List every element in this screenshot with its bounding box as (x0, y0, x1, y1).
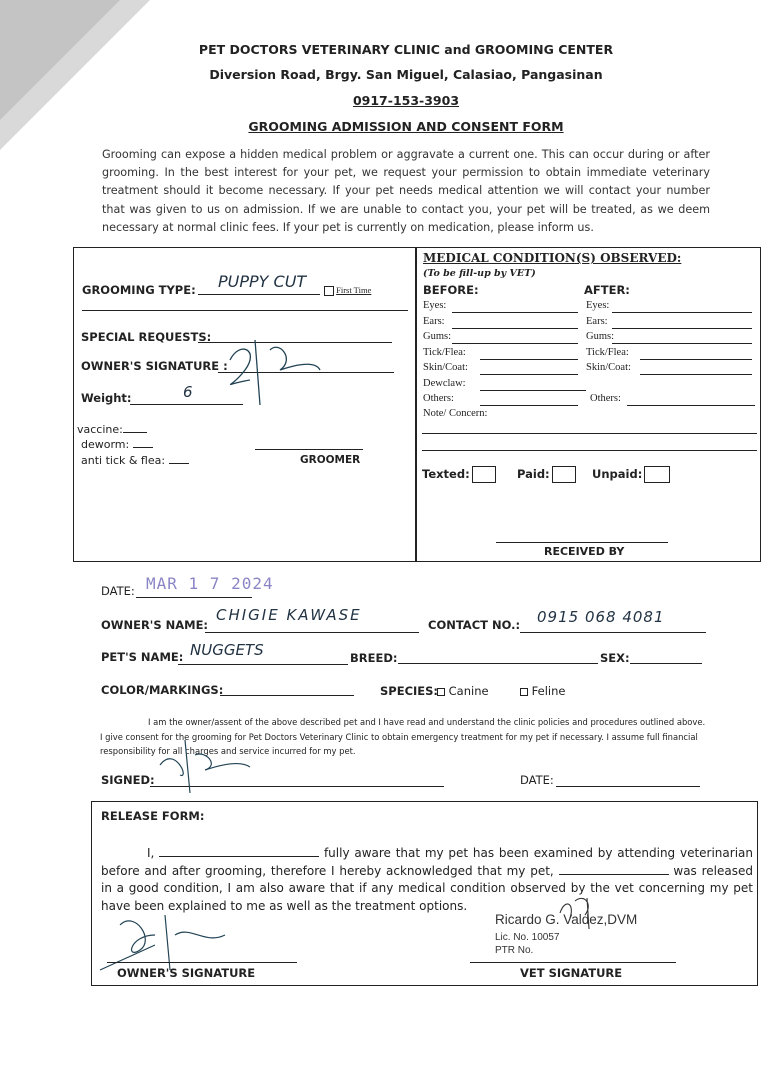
contact-value: 0915 068 4081 (537, 608, 665, 626)
after-row-field[interactable] (627, 393, 755, 406)
consent-date-field[interactable] (556, 772, 700, 787)
groomer-label: GROOMER (300, 454, 361, 466)
vet-sig-line (470, 962, 676, 963)
vaccine-row (77, 423, 147, 436)
grooming-type-value: PUPPY CUT (218, 272, 307, 291)
first-time-option[interactable] (324, 285, 371, 296)
owner-sig-label: OWNER'S SIGNATURE (117, 966, 256, 980)
before-row-label: Others: (423, 393, 454, 404)
after-label: AFTER: (584, 283, 630, 297)
species-label: SPECIES: (380, 684, 439, 698)
consent-signature-scribble (150, 735, 270, 795)
clinic-address: Diversion Road, Brgy. San Miguel, Calasiao, Pangasinan (209, 67, 603, 82)
before-row-field[interactable] (452, 300, 578, 313)
owner-signature-label: OWNER'S SIGNATURE : (81, 359, 228, 373)
before-row-field[interactable] (480, 378, 586, 391)
owner-sig-line (107, 962, 297, 963)
owner-name-label: OWNER'S NAME: (101, 618, 209, 632)
before-row-label: Tick/Flea: (423, 346, 466, 358)
after-row-label: Tick/Flea: (586, 346, 629, 358)
weight-label: Weight: (81, 391, 132, 405)
column-divider (415, 247, 417, 561)
canine-checkbox[interactable] (437, 688, 445, 696)
release-text-1: I, (147, 846, 155, 860)
deworm-label: deworm: (81, 438, 130, 451)
unpaid-option[interactable] (592, 466, 670, 483)
note-line-2 (422, 450, 757, 451)
after-row-field[interactable] (640, 347, 752, 360)
before-row-label: Ears: (423, 315, 445, 327)
clinic-name: PET DOCTORS VETERINARY CLINIC and GROOMING CENTER (198, 42, 614, 57)
medical-subtitle: (To be fill-up by VET) (423, 268, 536, 279)
after-row-field[interactable] (612, 316, 752, 329)
paid-checkbox[interactable] (552, 466, 576, 483)
antitick-field[interactable] (169, 463, 189, 464)
feline-checkbox[interactable] (520, 688, 528, 696)
canine-option[interactable] (437, 684, 489, 698)
before-label: BEFORE: (423, 283, 479, 297)
before-row-field[interactable] (480, 362, 578, 375)
before-row-field[interactable] (452, 316, 578, 329)
before-row-label: Eyes: (423, 300, 447, 311)
groomer-line (255, 449, 363, 450)
note-label: Note/ Concern: (423, 408, 488, 419)
release-text-2: fully aware that my pet has been examined by attending veterinarian before and after grooming, therefore I hereby acknowledged that my pet, (101, 846, 753, 878)
texted-checkbox[interactable] (472, 466, 496, 483)
color-field[interactable] (220, 682, 354, 696)
special-requests-label: SPECIAL REQUESTS: (81, 330, 212, 344)
contact-label: CONTACT NO.: (428, 618, 521, 632)
unpaid-label: Unpaid: (592, 467, 643, 481)
grooming-type-label: GROOMING TYPE: (82, 283, 196, 297)
paid-option[interactable] (517, 466, 576, 483)
deworm-field[interactable] (133, 447, 153, 448)
release-pet-field[interactable] (559, 874, 669, 875)
vet-ptr: PTR No. (495, 945, 534, 956)
after-row-label: Eyes: (586, 300, 610, 311)
release-signature-scribble (95, 905, 235, 975)
after-row-label: Others: (590, 393, 621, 404)
feline-label: Feline (531, 684, 566, 698)
signed-label: SIGNED: (101, 773, 155, 787)
after-row-label: Skin/Coat: (586, 362, 631, 373)
before-row-label: Gums: (423, 331, 452, 342)
weight-value: 6 (183, 383, 193, 401)
vaccine-field[interactable] (123, 432, 147, 433)
before-row-field[interactable] (452, 331, 578, 344)
release-title: RELEASE FORM: (101, 809, 205, 823)
intro-paragraph: Grooming can expose a hidden medical problem or aggravate a current one. This can occur during or after grooming. In the best interest for your pet, we request your permission to obtain immediate veterinary treatment should it become necessary. If your pet needs medical attention we will contact your number that was given to us on admission. If we are unable to contact you, your pet will be treated, as we deem necessary at normal clinic fees. If your pet is currently on medication, please inform us. (102, 148, 710, 234)
canine-label: Canine (448, 684, 489, 698)
color-label: COLOR/MARKINGS: (101, 683, 224, 697)
unpaid-checkbox[interactable] (644, 466, 670, 483)
before-row-label: Skin/Coat: (423, 362, 468, 373)
vet-signature-scribble (555, 893, 605, 933)
form-title: GROOMING ADMISSION AND CONSENT FORM (248, 119, 564, 134)
after-row-field[interactable] (612, 300, 752, 313)
first-time-checkbox[interactable] (324, 286, 334, 296)
sex-field[interactable] (630, 650, 702, 664)
first-time-label: First Time (336, 285, 372, 295)
vaccine-label: vaccine: (77, 423, 123, 436)
release-name-field[interactable] (159, 856, 319, 857)
texted-label: Texted: (422, 467, 470, 481)
clinic-phone: 0917-153-3903 (352, 93, 460, 108)
texted-option[interactable] (422, 466, 496, 483)
before-row-label: Dewclaw: (423, 377, 466, 389)
grooming-extra-line (82, 310, 408, 311)
before-row-field[interactable] (480, 347, 578, 360)
consent-date-label: DATE: (520, 773, 554, 787)
breed-field[interactable] (398, 650, 598, 664)
vet-sig-label: VET SIGNATURE (520, 966, 623, 980)
vet-license: Lic. No. 10057 (495, 932, 560, 943)
owner-name-value: CHIGIE KAWASE (216, 606, 362, 624)
note-line-1 (422, 433, 757, 434)
after-row-label: Ears: (586, 315, 608, 327)
after-row-field[interactable] (640, 362, 752, 375)
received-by-label: RECEIVED BY (544, 545, 625, 558)
release-text-3: was released in a good condition, I am also aware that if any medical condition observed by the vet concerning my pet have been explained to me as well as the treatment options. (101, 863, 754, 913)
after-row-label: Gums: (586, 331, 615, 342)
antitick-label: anti tick & flea: (81, 454, 166, 467)
date-stamp: MAR 1 7 2024 (146, 574, 274, 593)
consent-text: I am the owner/assent of the above described pet and I have read and understand the clinic policies and procedures outlined above. I give consent for the grooming for Pet Doctors Veterinary Clinic to obtain emergency treatment for my pet if necessary. I assume full financial responsibility for all charges and service incurred for my pet. (100, 717, 706, 756)
sex-label: SEX: (600, 651, 630, 665)
feline-option[interactable] (520, 684, 565, 698)
received-by-line (496, 542, 668, 543)
before-row-field[interactable] (480, 393, 578, 406)
vet-name: Ricardo G. Valdez,DVM (495, 912, 638, 927)
date-label: DATE: (101, 584, 135, 598)
pet-name-label: PET'S NAME: (101, 650, 184, 664)
after-row-field[interactable] (612, 331, 752, 344)
pet-name-value: NUGGETS (190, 641, 264, 659)
paid-label: Paid: (517, 467, 550, 481)
deworm-row (81, 438, 153, 451)
breed-label: BREED: (350, 651, 398, 665)
medical-title: MEDICAL CONDITION(S) OBSERVED: (423, 251, 682, 265)
antitick-row (81, 454, 189, 467)
